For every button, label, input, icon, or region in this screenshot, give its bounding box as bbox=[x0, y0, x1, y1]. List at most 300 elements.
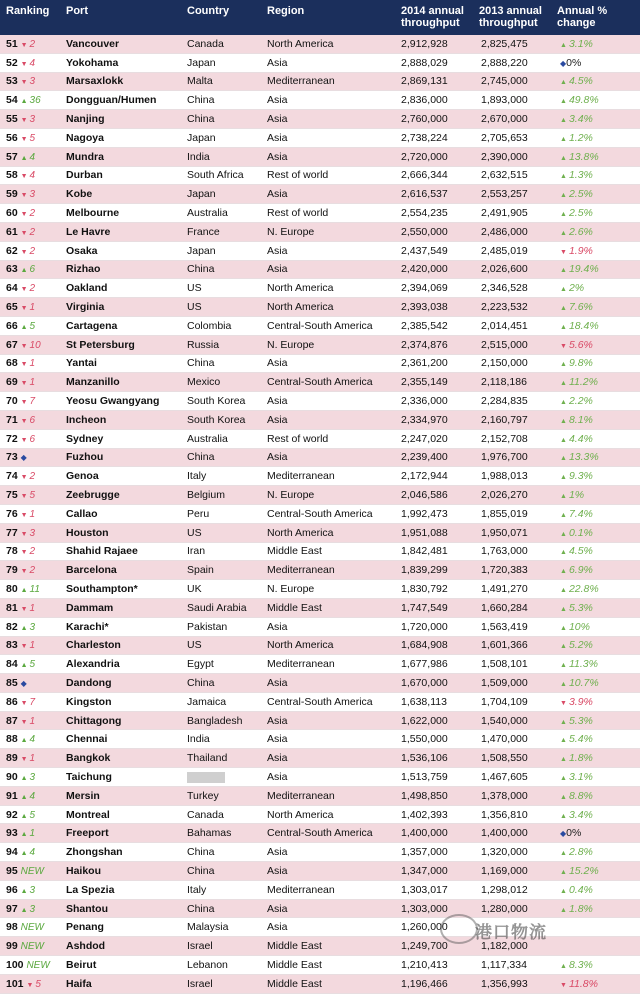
region-cell: Asia bbox=[267, 413, 288, 426]
change-cell bbox=[560, 752, 640, 764]
rank-number: 97 bbox=[6, 902, 18, 915]
throughput-2014-cell: 1,842,481 bbox=[401, 545, 448, 558]
change-text: 11.2% bbox=[568, 376, 598, 389]
arrow-up-icon: ▲ bbox=[20, 887, 28, 895]
rank-move-value: 36 bbox=[29, 95, 41, 107]
country-cell bbox=[187, 771, 267, 783]
rank-move bbox=[21, 283, 36, 294]
region-cell: Rest of world bbox=[267, 169, 329, 182]
table-row bbox=[0, 204, 640, 223]
arrow-down-icon: ▼ bbox=[20, 342, 28, 350]
rank-number: 94 bbox=[6, 846, 18, 859]
region-cell: Mediterranean bbox=[267, 75, 335, 88]
table-row bbox=[0, 185, 640, 204]
rank-move bbox=[21, 528, 36, 539]
table-row bbox=[0, 373, 640, 392]
rank-cell bbox=[0, 470, 66, 482]
arrow-down-icon: ▼ bbox=[20, 135, 28, 143]
change-cell bbox=[560, 508, 640, 520]
change-value bbox=[560, 564, 593, 576]
region-cell: Asia bbox=[267, 676, 288, 689]
rank-move bbox=[21, 377, 36, 388]
change-cell bbox=[560, 357, 640, 369]
rank-move-value: 4 bbox=[29, 734, 36, 746]
rank-move bbox=[21, 76, 36, 87]
throughput-2014-cell: 1,951,088 bbox=[401, 526, 448, 539]
rank-number: 74 bbox=[6, 470, 18, 483]
region-cell: Asia bbox=[267, 131, 288, 144]
country-cell: China bbox=[187, 846, 215, 859]
table-row bbox=[0, 862, 640, 881]
table-row bbox=[0, 730, 640, 749]
port-cell: Shahid Rajaee bbox=[66, 545, 138, 558]
rank-number: 78 bbox=[6, 545, 18, 558]
change-text: 3.9% bbox=[568, 695, 593, 708]
change-text: 4.5% bbox=[568, 545, 593, 558]
rank-move-value: 1 bbox=[29, 715, 36, 727]
change-text: 10% bbox=[568, 620, 590, 633]
throughput-2014-cell: 1,347,000 bbox=[401, 864, 448, 877]
rank-cell bbox=[0, 169, 66, 181]
rank-number: 65 bbox=[6, 301, 18, 314]
change-text: 2% bbox=[568, 282, 585, 295]
rank-number: 100 bbox=[6, 958, 24, 971]
rank-move-value: 2 bbox=[29, 283, 36, 295]
port-cell: St Petersburg bbox=[66, 338, 135, 351]
throughput-2014-cell: 2,361,200 bbox=[401, 357, 448, 370]
port-cell: Yokohama bbox=[66, 56, 119, 69]
rank-move-value: NEW bbox=[20, 865, 44, 877]
change-cell bbox=[560, 903, 640, 915]
throughput-2014-cell: 2,888,029 bbox=[401, 56, 448, 69]
throughput-2014-cell: 2,239,400 bbox=[401, 451, 448, 464]
arrow-up-icon: ▲ bbox=[560, 173, 567, 181]
rank-move-value: NEW bbox=[20, 922, 44, 934]
change-cell bbox=[560, 301, 640, 313]
change-cell bbox=[560, 658, 640, 670]
change-text: 1.8% bbox=[568, 902, 593, 915]
change-cell bbox=[560, 602, 640, 614]
rank-move bbox=[21, 791, 36, 802]
change-value bbox=[560, 602, 593, 614]
arrow-up-icon: ▲ bbox=[560, 793, 567, 801]
rank-move-value: 1 bbox=[29, 377, 36, 389]
arrow-down-icon: ▼ bbox=[20, 756, 28, 764]
throughput-2013-cell: 2,160,797 bbox=[481, 413, 528, 426]
throughput-2013-cell: 2,150,000 bbox=[481, 357, 528, 370]
rank-cell bbox=[0, 57, 66, 69]
region-cell: Central-South America bbox=[267, 507, 373, 520]
port-cell: Callao bbox=[66, 507, 98, 520]
arrow-down-icon: ▼ bbox=[20, 568, 28, 576]
change-text: 7.4% bbox=[568, 507, 593, 520]
country-cell: US bbox=[187, 282, 202, 295]
change-value bbox=[560, 884, 593, 896]
table-header bbox=[0, 0, 640, 35]
change-value bbox=[560, 320, 599, 332]
change-value bbox=[560, 282, 584, 294]
country-cell: Canada bbox=[187, 808, 224, 821]
country-cell: South Korea bbox=[187, 413, 246, 426]
region-cell: Middle East bbox=[267, 940, 322, 953]
country-cell: US bbox=[187, 301, 202, 314]
rank-number: 76 bbox=[6, 507, 18, 520]
region-cell: N. Europe bbox=[267, 489, 315, 502]
throughput-2014-cell: 2,394,069 bbox=[401, 282, 448, 295]
change-cell bbox=[560, 715, 640, 727]
port-cell: Southampton* bbox=[66, 583, 138, 595]
change-cell bbox=[560, 38, 640, 50]
throughput-2013-cell: 1,855,019 bbox=[481, 507, 528, 520]
port-cell: Dandong bbox=[66, 676, 112, 689]
arrow-down-icon: ▼ bbox=[20, 79, 28, 87]
throughput-2013-cell: 2,745,000 bbox=[481, 75, 528, 88]
change-cell bbox=[560, 677, 640, 689]
rank-move-value: 5 bbox=[29, 132, 36, 144]
rank-cell bbox=[0, 188, 66, 200]
rank-cell bbox=[0, 75, 66, 87]
arrow-up-icon: ▲ bbox=[20, 737, 28, 745]
throughput-2014-cell: 2,554,235 bbox=[401, 207, 448, 220]
port-cell: Houston bbox=[66, 526, 109, 539]
throughput-2013-cell: 1,508,550 bbox=[481, 752, 528, 765]
change-cell bbox=[560, 470, 640, 482]
redacted-mark bbox=[187, 772, 225, 783]
throughput-2013-cell: 1,467,605 bbox=[481, 770, 528, 783]
change-value bbox=[560, 658, 598, 670]
rank-number: 62 bbox=[6, 244, 18, 257]
rank-move-value: NEW bbox=[26, 959, 50, 971]
port-cell: Cartagena bbox=[66, 319, 118, 332]
rank-number: 52 bbox=[6, 56, 18, 69]
arrow-up-icon: ▲ bbox=[560, 662, 567, 670]
throughput-2014-cell: 2,437,549 bbox=[401, 244, 448, 257]
port-cell: Freeport bbox=[66, 827, 109, 840]
region-cell: Mediterranean bbox=[267, 470, 335, 483]
throughput-2014-cell: 1,839,299 bbox=[401, 564, 448, 577]
rank-cell bbox=[0, 376, 66, 388]
rank-move bbox=[21, 227, 36, 238]
rank-move-value: 1 bbox=[29, 508, 36, 520]
country-cell: China bbox=[187, 263, 215, 276]
throughput-2013-cell: 1,320,000 bbox=[481, 846, 528, 859]
port-cell: Shantou bbox=[66, 902, 108, 915]
throughput-2013-cell: 2,515,000 bbox=[481, 338, 528, 351]
rank-move-value: 3 bbox=[29, 903, 36, 915]
arrow-down-icon: ▼ bbox=[560, 248, 567, 256]
rank-move bbox=[21, 490, 36, 501]
rank-cell bbox=[0, 339, 66, 351]
throughput-2013-cell: 1,378,000 bbox=[481, 789, 528, 802]
change-text: 2.2% bbox=[568, 395, 593, 408]
rank-move bbox=[21, 866, 44, 877]
throughput-2014-cell: 1,260,000 bbox=[401, 921, 448, 934]
rank-number: 58 bbox=[6, 169, 18, 182]
rank-number: 81 bbox=[6, 601, 18, 614]
table-row bbox=[0, 543, 640, 562]
change-cell bbox=[560, 395, 640, 407]
change-value bbox=[560, 677, 599, 689]
arrow-down-icon: ▼ bbox=[560, 981, 567, 989]
arrow-up-icon: ▲ bbox=[560, 229, 567, 237]
change-value bbox=[560, 113, 593, 125]
throughput-2013-cell: 2,152,708 bbox=[481, 432, 528, 445]
rank-move-value: 4 bbox=[29, 151, 36, 163]
region-cell: N. Europe bbox=[267, 225, 315, 238]
rank-move bbox=[21, 697, 36, 708]
change-cell bbox=[560, 978, 640, 990]
region-cell: North America bbox=[267, 301, 334, 314]
region-cell: Middle East bbox=[267, 545, 322, 558]
throughput-2013-cell: 2,491,905 bbox=[481, 207, 528, 220]
country-cell: China bbox=[187, 94, 215, 107]
rank-cell bbox=[0, 752, 66, 764]
change-value bbox=[560, 188, 593, 200]
change-cell bbox=[560, 188, 640, 200]
change-text: 22.8% bbox=[568, 583, 599, 595]
rank-cell bbox=[0, 132, 66, 144]
arrow-up-icon: ▲ bbox=[560, 135, 567, 143]
change-text: 5.2% bbox=[568, 639, 593, 652]
change-cell bbox=[560, 809, 640, 821]
change-value bbox=[560, 395, 593, 407]
change-value bbox=[560, 621, 590, 633]
throughput-2014-cell: 2,336,000 bbox=[401, 395, 448, 408]
watermark-logo-icon bbox=[440, 914, 478, 944]
rank-number: 77 bbox=[6, 526, 18, 539]
rank-move-value: 4 bbox=[29, 847, 36, 859]
rank-cell bbox=[0, 790, 66, 802]
throughput-2013-cell: 2,705,653 bbox=[481, 131, 528, 144]
rank-move bbox=[21, 904, 36, 915]
change-value bbox=[560, 865, 599, 877]
rank-move bbox=[21, 415, 36, 426]
port-cell: Virginia bbox=[66, 301, 105, 314]
table-row bbox=[0, 449, 640, 468]
port-cell: Karachi* bbox=[66, 620, 109, 633]
rank-move-value: 4 bbox=[29, 57, 36, 69]
throughput-2013-cell: 1,298,012 bbox=[481, 883, 528, 896]
rank-cell bbox=[0, 733, 66, 745]
region-cell: Asia bbox=[267, 395, 288, 408]
region-cell: Asia bbox=[267, 921, 288, 934]
arrow-down-icon: ▼ bbox=[20, 380, 28, 388]
port-cell: Yantai bbox=[66, 357, 97, 370]
rank-move bbox=[21, 58, 36, 69]
rank-number: 72 bbox=[6, 432, 18, 445]
throughput-2013-cell: 1,563,419 bbox=[481, 620, 528, 633]
rank-move-value: 5 bbox=[29, 809, 36, 821]
rank-cell bbox=[0, 282, 66, 294]
rank-move-value: 3 bbox=[29, 189, 36, 201]
arrow-up-icon: ▲ bbox=[20, 850, 28, 858]
throughput-2013-cell: 2,486,000 bbox=[481, 225, 528, 238]
table-row bbox=[0, 618, 640, 637]
arrow-down-icon: ▼ bbox=[560, 699, 567, 707]
country-cell: China bbox=[187, 902, 215, 915]
change-cell bbox=[560, 639, 640, 651]
table-row bbox=[0, 129, 640, 148]
region-cell: Mediterranean bbox=[267, 658, 335, 671]
rank-cell bbox=[0, 151, 66, 163]
rank-cell bbox=[0, 658, 66, 670]
rank-move-value: 2 bbox=[29, 208, 36, 220]
table-row bbox=[0, 806, 640, 825]
change-value bbox=[560, 132, 593, 144]
arrow-up-icon: ▲ bbox=[560, 361, 567, 369]
rank-number: 73 bbox=[6, 451, 18, 464]
rank-move bbox=[21, 152, 36, 163]
throughput-2014-cell: 2,420,000 bbox=[401, 263, 448, 276]
rank-move-value: 1 bbox=[29, 828, 36, 840]
throughput-2014-cell: 2,720,000 bbox=[401, 150, 448, 163]
arrow-down-icon: ▼ bbox=[20, 229, 28, 237]
arrow-down-icon: ▼ bbox=[20, 173, 28, 181]
table-row bbox=[0, 486, 640, 505]
rank-move-value: 2 bbox=[29, 245, 36, 257]
arrow-up-icon: ▲ bbox=[560, 812, 567, 820]
rank-move-value: 6 bbox=[29, 414, 36, 426]
port-cell: Montreal bbox=[66, 808, 110, 821]
table-row bbox=[0, 54, 640, 73]
port-cell: Chittagong bbox=[66, 714, 122, 727]
throughput-2014-cell: 2,355,149 bbox=[401, 376, 448, 389]
rank-cell bbox=[0, 357, 66, 369]
change-value bbox=[560, 489, 584, 501]
rank-cell bbox=[0, 583, 66, 595]
arrow-up-icon: ▲ bbox=[560, 41, 567, 49]
change-text: 9.3% bbox=[568, 470, 593, 483]
rank-move bbox=[21, 208, 36, 219]
rank-move-value: 2 bbox=[29, 38, 36, 50]
arrow-up-icon: ▲ bbox=[560, 530, 567, 538]
rank-cell bbox=[0, 809, 66, 821]
country-cell: Russia bbox=[187, 338, 220, 351]
table-row bbox=[0, 674, 640, 693]
change-cell bbox=[560, 433, 640, 445]
rank-number: 54 bbox=[6, 94, 18, 107]
arrow-up-icon: ▲ bbox=[560, 380, 567, 388]
change-text: 15.2% bbox=[568, 864, 599, 877]
table-row bbox=[0, 392, 640, 411]
country-cell: Israel bbox=[187, 977, 213, 990]
rank-cell bbox=[0, 865, 66, 877]
header-ranking: Ranking bbox=[6, 5, 50, 17]
change-cell bbox=[560, 846, 640, 858]
rank-move bbox=[21, 659, 36, 670]
change-cell bbox=[560, 263, 640, 275]
region-cell: Central-South America bbox=[267, 827, 373, 840]
change-value bbox=[560, 38, 593, 50]
rank-move-value: 4 bbox=[29, 170, 36, 182]
throughput-2013-cell: 1,988,013 bbox=[481, 470, 528, 483]
table-row bbox=[0, 561, 640, 580]
arrow-down-icon: ▼ bbox=[20, 399, 28, 407]
arrow-up-icon: ▲ bbox=[20, 662, 28, 670]
throughput-2014-cell: 1,638,113 bbox=[401, 695, 447, 708]
arrow-up-icon: ▲ bbox=[560, 267, 567, 275]
change-text: 1.2% bbox=[568, 131, 593, 144]
arrow-up-icon: ▲ bbox=[560, 718, 567, 726]
rank-move bbox=[21, 170, 36, 181]
region-cell: Asia bbox=[267, 113, 288, 126]
rank-cell bbox=[0, 715, 66, 727]
rank-move bbox=[21, 640, 36, 651]
port-cell: Manzanillo bbox=[66, 376, 120, 389]
arrow-up-icon: ▲ bbox=[20, 906, 28, 914]
rank-move bbox=[21, 546, 36, 557]
change-text: 18.4% bbox=[568, 319, 599, 332]
change-value bbox=[560, 414, 593, 426]
change-cell bbox=[560, 489, 640, 501]
change-text: 10.7% bbox=[568, 676, 599, 689]
arrow-down-icon: ▼ bbox=[20, 699, 28, 707]
rank-cell bbox=[0, 621, 66, 633]
region-cell: Asia bbox=[267, 56, 288, 69]
throughput-2014-cell: 2,374,876 bbox=[401, 338, 448, 351]
throughput-2014-cell: 1,210,413 bbox=[401, 958, 448, 971]
change-cell bbox=[560, 865, 640, 877]
arrow-down-icon: ▼ bbox=[26, 981, 34, 989]
rank-move-value: 5 bbox=[29, 490, 36, 502]
throughput-2013-cell: 1,356,810 bbox=[481, 808, 528, 821]
rank-number: 61 bbox=[6, 225, 18, 238]
region-cell: Asia bbox=[267, 263, 288, 276]
country-cell: Peru bbox=[187, 507, 210, 520]
port-cell: Durban bbox=[66, 169, 103, 182]
rank-move bbox=[26, 960, 49, 971]
throughput-2013-cell: 1,601,366 bbox=[481, 639, 528, 652]
port-cell: Marsaxlokk bbox=[66, 75, 124, 88]
country-cell: Israel bbox=[187, 940, 213, 953]
port-cell: Nanjing bbox=[66, 113, 105, 126]
region-cell: Middle East bbox=[267, 601, 322, 614]
arrow-up-icon: ▲ bbox=[560, 962, 567, 970]
region-cell: Asia bbox=[267, 150, 288, 163]
throughput-2014-cell: 1,992,473 bbox=[401, 507, 448, 520]
region-cell: Asia bbox=[267, 902, 288, 915]
table-row bbox=[0, 655, 640, 674]
throughput-2013-cell: 1,117,334 bbox=[481, 958, 527, 971]
throughput-2014-cell: 2,172,944 bbox=[401, 470, 448, 483]
throughput-2013-cell: 2,026,270 bbox=[481, 489, 528, 502]
arrow-up-icon: ▲ bbox=[20, 793, 28, 801]
region-cell: Mediterranean bbox=[267, 883, 335, 896]
table-row bbox=[0, 35, 640, 54]
port-cell: Chennai bbox=[66, 733, 108, 746]
port-cell: Taichung bbox=[66, 770, 112, 783]
arrow-up-icon: ▲ bbox=[560, 455, 567, 463]
no-change-icon: ◆ bbox=[20, 453, 27, 463]
arrow-up-icon: ▲ bbox=[560, 868, 567, 876]
change-value bbox=[560, 433, 593, 445]
arrow-down-icon: ▼ bbox=[20, 718, 28, 726]
throughput-2014-cell: 2,912,928 bbox=[401, 37, 448, 50]
rank-number: 92 bbox=[6, 808, 18, 821]
change-value bbox=[560, 470, 593, 482]
rank-cell bbox=[0, 207, 66, 219]
change-cell bbox=[560, 376, 640, 388]
rank-move-value: 4 bbox=[29, 790, 36, 802]
change-cell bbox=[560, 790, 640, 802]
port-cell: Barcelona bbox=[66, 564, 117, 577]
region-cell: Asia bbox=[267, 244, 288, 257]
rank-cell bbox=[0, 696, 66, 708]
arrow-up-icon: ▲ bbox=[560, 850, 567, 858]
arrow-up-icon: ▲ bbox=[560, 680, 567, 688]
rank-number: 101 bbox=[6, 977, 24, 990]
rank-cell bbox=[0, 395, 66, 407]
